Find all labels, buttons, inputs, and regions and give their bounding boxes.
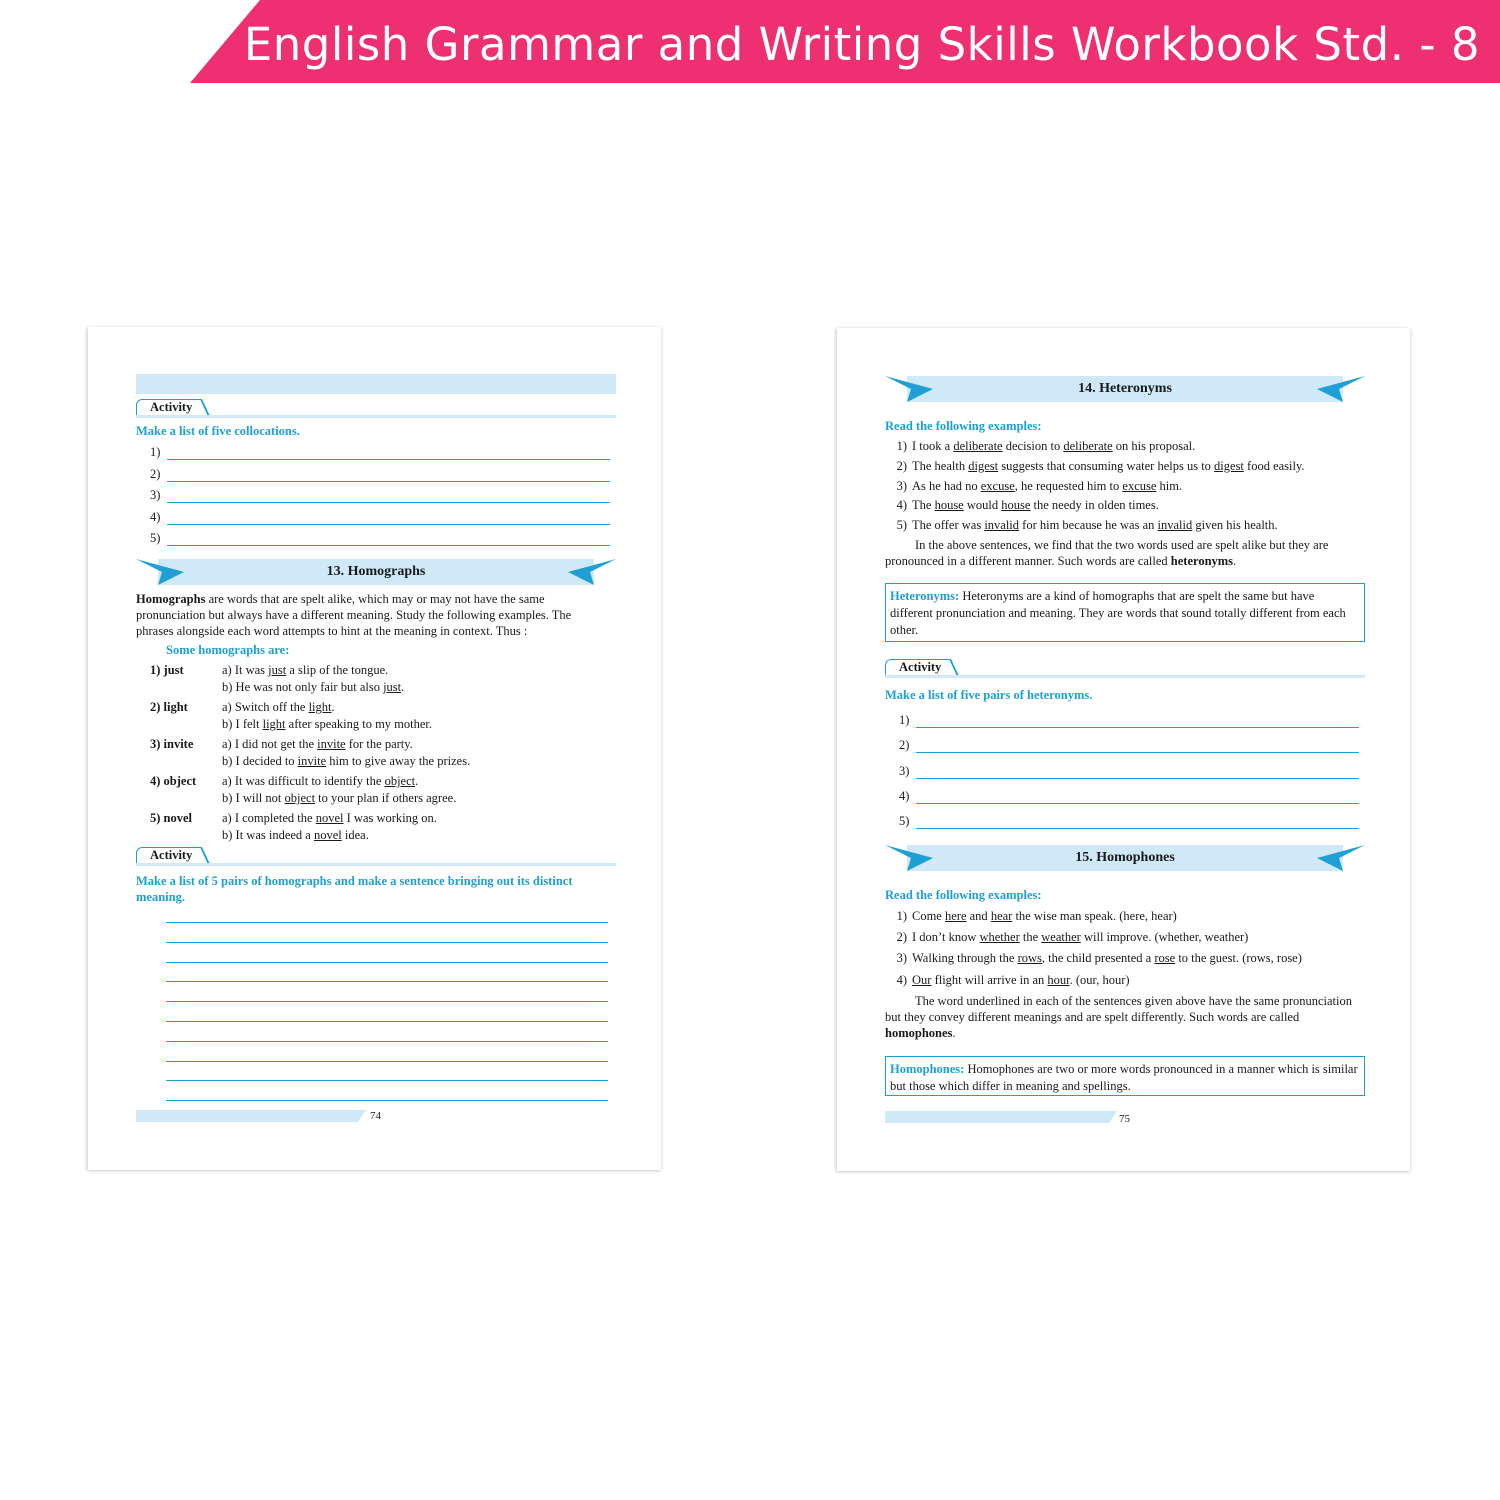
answer-line-5[interactable]: 5) bbox=[899, 814, 1359, 830]
activity-tab-2: Activity bbox=[136, 847, 616, 867]
answer-line-2[interactable]: 2) bbox=[150, 467, 610, 483]
answer-line-1[interactable]: 1) bbox=[150, 445, 610, 461]
answer-line-2[interactable]: 2) bbox=[899, 738, 1359, 754]
homograph-sentence: b) I felt light after speaking to my mother. bbox=[222, 717, 433, 731]
homograph-sentence: a) I did not get the invite for the party. bbox=[222, 737, 413, 751]
writing-line[interactable] bbox=[166, 1100, 608, 1101]
writing-line[interactable] bbox=[166, 1061, 608, 1062]
page-74 bbox=[88, 327, 661, 1170]
writing-line[interactable] bbox=[166, 962, 608, 963]
homograph-word: 3) invite bbox=[150, 737, 194, 751]
heteronyms-definition-box: Heteronyms: Heteronyms are a kind of homographs that are spelt the same but have different pronunciation and meaning. They are words that sound totally different from each other. bbox=[885, 583, 1365, 642]
homophones-paragraph: The word underlined in each of the sentences given above have the same pronunciation but they convey different meanings and are spelt differently. Such words are called homophones. bbox=[885, 994, 1352, 1040]
section-header-homophones: 15. Homophones bbox=[885, 845, 1365, 871]
page-number: 74 bbox=[370, 1110, 381, 1122]
example-sentence: 1) I took a deliberate decision to deliberate on his proposal. bbox=[896, 439, 1196, 453]
example-sentence: 3) As he had no excuse, he requested him to excuse him. bbox=[896, 478, 1183, 493]
homograph-sentence: b) It was indeed a novel idea. bbox=[222, 828, 369, 842]
top-band bbox=[136, 374, 616, 394]
example-sentence: 1) Come here and hear the wise man speak. (here, hear) bbox=[896, 909, 1177, 923]
read-examples-heading: Read the following examples: bbox=[885, 419, 1042, 433]
homograph-sentence: a) I completed the novel I was working on. bbox=[222, 811, 437, 825]
answer-line-4[interactable]: 4) bbox=[150, 510, 610, 526]
writing-line[interactable] bbox=[166, 922, 608, 923]
writing-line[interactable] bbox=[166, 942, 608, 943]
homograph-word: 4) object bbox=[150, 774, 197, 788]
answer-line-1[interactable]: 1) bbox=[899, 713, 1359, 729]
writing-line[interactable] bbox=[166, 1041, 608, 1042]
page-75 bbox=[837, 328, 1410, 1171]
homograph-word: 2) light bbox=[150, 700, 188, 714]
activity-instruction: Make a list of five collocations. bbox=[136, 424, 300, 438]
writing-line[interactable] bbox=[166, 1080, 608, 1081]
writing-line[interactable] bbox=[166, 1021, 608, 1022]
homophones-definition-box: Homophones: Homophones are two or more words pronounced in a manner which is similar but those which differ in meaning and spellings. bbox=[885, 1056, 1365, 1096]
homograph-word: 5) novel bbox=[150, 811, 193, 825]
activity-instruction-2: Make a list of 5 pairs of homographs and make a sentence bringing out its distinct meaning. bbox=[136, 874, 573, 904]
heteronyms-paragraph: In the above sentences, we find that the two words used are spelt alike but they are pronounced in a different manner. Such words are called heteronyms. bbox=[885, 538, 1329, 568]
homograph-sentence: b) He was not only fair but also just. bbox=[222, 680, 405, 694]
section-header-heteronyms: 14. Heteronyms bbox=[885, 376, 1365, 402]
answer-line-3[interactable]: 3) bbox=[899, 764, 1359, 780]
answer-line-3[interactable]: 3) bbox=[150, 488, 610, 504]
section-header-homographs: 13. Homographs bbox=[136, 559, 616, 585]
example-sentence: 4) Our flight will arrive in an hour. (our, hour) bbox=[896, 972, 1130, 987]
activity-instruction: Make a list of five pairs of heteronyms. bbox=[885, 688, 1093, 702]
activity-tab: Activity bbox=[136, 399, 616, 419]
writing-line[interactable] bbox=[166, 981, 608, 982]
read-examples-heading-2: Read the following examples: bbox=[885, 888, 1042, 902]
homograph-word: 1) just bbox=[150, 663, 184, 677]
homographs-subhead: Some homographs are: bbox=[166, 643, 290, 657]
homographs-intro: Homographs are words that are spelt alike, which may or may not have the same pronunciation but always have a different meaning. Study the following examples. The phrases alongside each word attempts to hint at the meaning in context. Thus : bbox=[136, 592, 572, 638]
writing-line[interactable] bbox=[166, 1001, 608, 1002]
page-number: 75 bbox=[1119, 1113, 1130, 1125]
homograph-sentence: b) I decided to invite him to give away the prizes. bbox=[222, 754, 471, 768]
example-sentence: 5) The offer was invalid for him because he was an invalid given his health. bbox=[896, 518, 1278, 533]
homograph-sentence: a) Switch off the light. bbox=[222, 700, 335, 714]
answer-line-5[interactable]: 5) bbox=[150, 531, 610, 547]
banner-title: English Grammar and Writing Skills Workbook Std. - 8 bbox=[243, 18, 1480, 71]
example-sentence: 2) I don’t know whether the weather will improve. (whether, weather) bbox=[896, 930, 1249, 945]
homograph-sentence: b) I will not object to your plan if others agree. bbox=[222, 791, 457, 805]
example-sentence: 2) The health digest suggests that consuming water helps us to digest food easily. bbox=[896, 458, 1305, 473]
footer-band bbox=[885, 1111, 1117, 1123]
example-sentence: 3) Walking through the rows, the child presented a rose to the guest. (rows, rose) bbox=[896, 951, 1302, 966]
homograph-sentence: a) It was difficult to identify the object. bbox=[222, 774, 419, 788]
homograph-sentence: a) It was just a slip of the tongue. bbox=[222, 663, 389, 677]
activity-tab: Activity bbox=[885, 659, 1365, 679]
answer-line-4[interactable]: 4) bbox=[899, 789, 1359, 805]
footer-band bbox=[136, 1110, 366, 1122]
example-sentence: 4) The house would house the needy in olden times. bbox=[896, 498, 1159, 513]
